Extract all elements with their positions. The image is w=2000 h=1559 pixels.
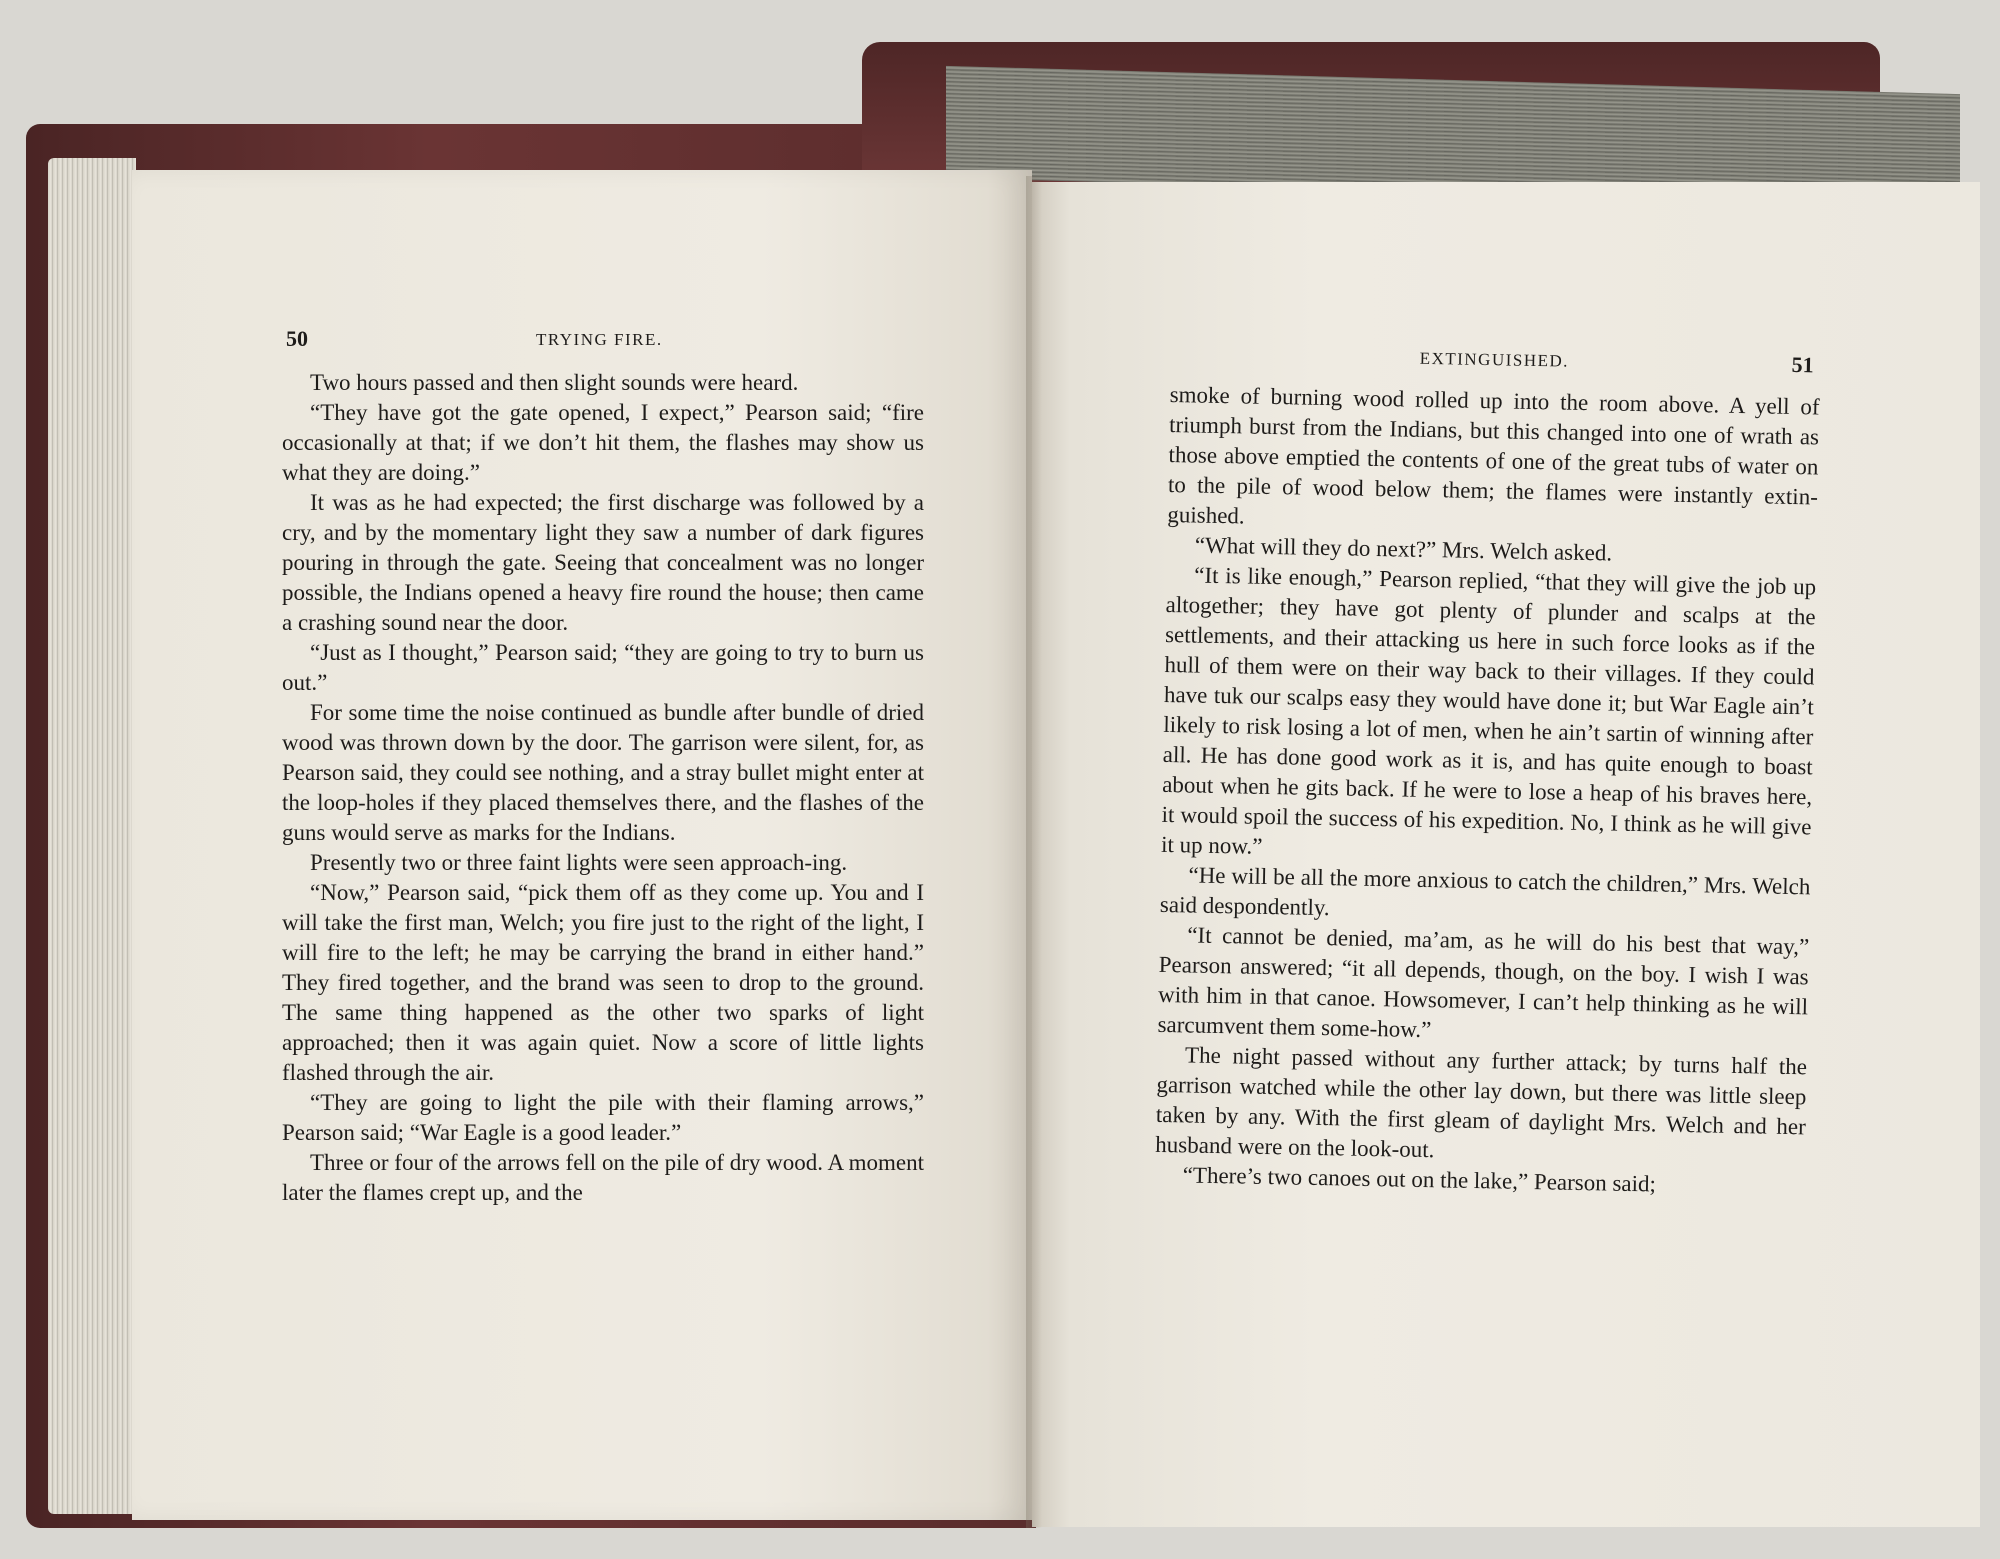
page-edges-left [48, 158, 136, 1514]
left-running-head: TRYING FIRE. [536, 330, 663, 349]
paragraph: For some time the noise continued as bundle after bundle of dried wood was thrown down by the door. The garrison were silent, for, as Pearson said, they could see nothing, and a stray bullet might enter at the loop-holes if they placed themselves there, and the flashes of the guns would serve as marks for the Indians. [282, 700, 924, 845]
paragraph: “They are going to light the pile with their flaming arrows,” Pearson said; “War Eagle is a good leader.” [282, 1090, 924, 1145]
right-page-number: 51 [1791, 351, 1814, 378]
paragraph: The night passed without any further attack; by turns half the garrison watched while the other lay down, but there was little sleep taken by any. With the first gleam of daylight Mrs. Welch and her husband were on the look-out. [1155, 1042, 1808, 1163]
paragraph: “There’s two canoes out on the lake,” Pearson said; [1182, 1162, 1657, 1197]
paragraph: “What will they do next?” Mrs. Welch asked. [1194, 532, 1613, 566]
paragraph: smoke of burning wood rolled up into the room above. A yell of triumph burst from the Indians, but this changed into one of wrath as those above emptied the contents of one of the great tubs of water on to the pile of wood below them; the flames were instantly extin-guished. [1167, 381, 1820, 529]
paragraph: “He will be all the more anxious to catch the children,” Mrs. Welch said despondently. [1159, 862, 1811, 921]
right-page-text [1154, 380, 1819, 1202]
paragraph: It was as he had expected; the first discharge was followed by a cry, and by the momentary light they saw a number of dark figures pouring in through the gate. Seeing that concealment was no longer possible, the Indians opened a heavy fire round the house; then came a crashing sound near the door. [282, 490, 924, 635]
paragraph: “Just as I thought,” Pearson said; “they are going to try to burn us out.” [282, 640, 924, 695]
right-running-head: EXTINGUISHED. [1419, 348, 1570, 371]
paragraph: Presently two or three faint lights were seen approach-ing. [310, 850, 848, 875]
left-page-number: 50 [286, 326, 308, 351]
left-page-text [282, 368, 924, 1208]
paragraph: “They have got the gate opened, I expect,” Pearson said; “fire occasionally at that; if we don’t hit them, the flashes may show us what they are doing.” [282, 400, 924, 485]
paragraph: Three or four of the arrows fell on the pile of dry wood. A moment later the flames crept up, and the [282, 1150, 924, 1205]
paragraph: “It cannot be denied, ma’am, as he will do his best that way,” Pearson answered; “it all depends, though, on the boy. I wish I was with him in that canoe. Howsomever, I can’t help thinking as he will sarcumvent them some-how.” [1157, 922, 1810, 1043]
book-gutter [1026, 176, 1042, 1528]
paragraph: “It is like enough,” Pearson replied, “that they will give the job up altogether; they have got plenty of plunder and scalps at the settlements, and their attacking us here in such force looks as if the hull of them were on their way back to their villages. If they could have tuk our scalps easy they would have done it; but War Eagle ain’t likely to risk losing a lot of men, when he ain’t sartin of winning after all. He has done good work as it is, and has quite enough to boast about when he gits back. If he were to lose a heap of his braves here, it would spoil the success of his expedition. No, I think as he will give it up now.” [1160, 562, 1817, 859]
paragraph: Two hours passed and then slight sounds were heard. [310, 370, 799, 395]
paragraph: “Now,” Pearson said, “pick them off as they come up. You and I will take the first man, Welch; you fire just to the right of the light, I will fire to the left; he may be carrying the brand in either hand.” They fired together, and the brand was seen to drop to the ground. The same thing happened as the other two sparks of light approached; then it was again quiet. Now a score of little lights flashed through the air. [282, 880, 924, 1085]
